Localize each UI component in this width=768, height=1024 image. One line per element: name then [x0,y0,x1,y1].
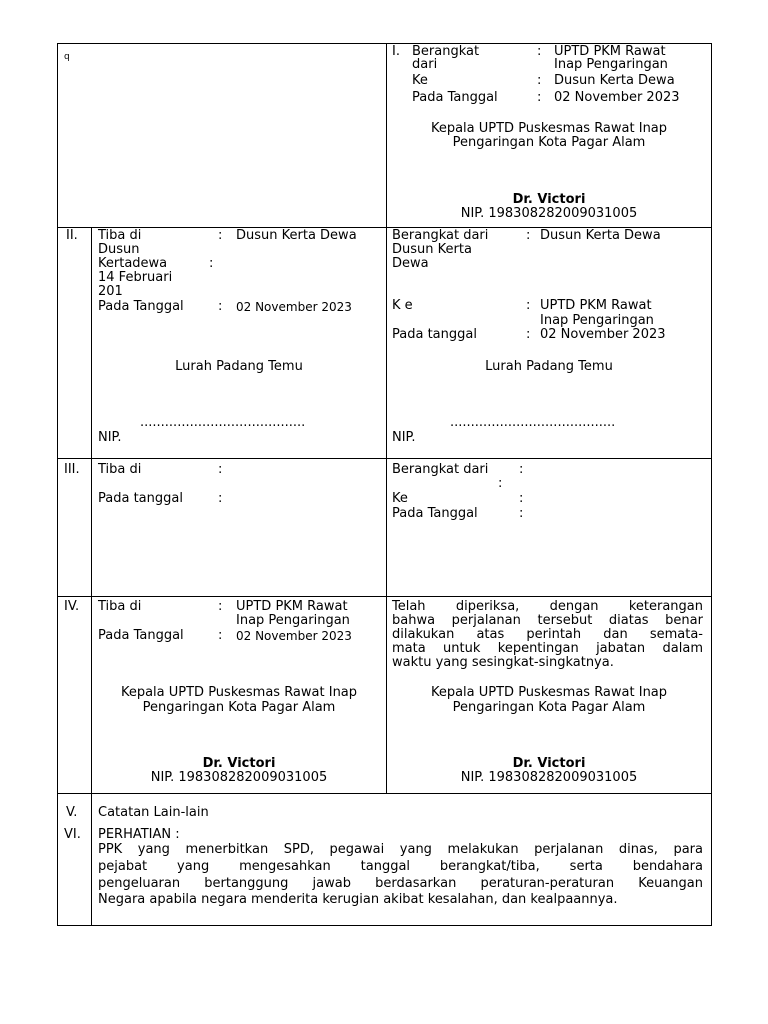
signatory-title: Lurah Padang Temu [485,359,613,374]
destination-colon: : [519,491,524,506]
arrival-extra-line: 14 Februari [98,270,173,285]
departure-extra-line: Dewa [392,256,429,271]
date-label: Pada Tanggal [392,506,478,521]
arrival-label: Tiba di [98,228,142,243]
signatory-nip: NIP. 198308282009031005 [460,770,638,785]
corner-mark: q [64,52,70,62]
arrival-colon: : [218,228,223,243]
section-number: II. [66,228,78,243]
date-colon: : [218,628,223,643]
section-number: I. [392,44,400,59]
attention-text-line: PPK yang menerbitkan SPD, pegawai yang melakukan perjalanan dinas, para [98,842,703,857]
arrival-colon: : [218,462,223,477]
departure-extra-colon: : [498,476,503,491]
attention-text-line: pejabat yang mengesahkan tanggal berangkat/tiba, serta bendahara [98,859,703,874]
departure-value: UPTD PKM Rawat [554,44,666,59]
row-divider-4 [57,793,712,794]
section-number: III. [64,462,80,477]
arrival-label: Tiba di [98,462,142,477]
departure-colon: : [519,462,524,477]
date-colon: : [519,506,524,521]
attention-title: PERHATIAN : [98,827,180,842]
signatory-title: Lurah Padang Temu [175,359,303,374]
arrival-label: Tiba di [98,599,142,614]
verification-statement-line: dilakukan atas perintah dan semata- [392,627,703,642]
destination-colon: : [526,298,531,313]
destination-value: UPTD PKM Rawat [540,298,652,313]
arrival-extra-line: 201 [98,284,123,299]
date-label: Pada tanggal [392,327,477,342]
destination-label: K e [392,298,413,313]
arrival-value: Dusun Kerta Dewa [236,228,357,243]
section-number: IV. [64,599,80,614]
signature-line: ........................................ [450,415,616,430]
number-column-divider [91,227,92,926]
departure-colon: : [537,44,542,59]
attention-text-line: Negara apabila negara menderita kerugian akibat kesalahan, dan kealpaannya. [98,892,618,907]
middle-column-divider [386,43,387,794]
date-label: Pada Tanggal [98,299,184,314]
section-number: VI. [64,827,81,842]
signatory-title-cont: Pengaringan Kota Pagar Alam [452,135,646,150]
departure-label-cont: dari [412,57,438,72]
arrival-extra-line: Dusun [98,242,140,257]
date-value: 02 November 2023 [554,90,680,105]
row-divider-2 [57,458,712,459]
notes-label: Catatan Lain-lain [98,805,209,820]
departure-extra-line: Dusun Kerta [392,242,472,257]
verification-statement-line: waktu yang sesingkat-singkatnya. [392,655,614,670]
signatory-name: Dr. Victori [512,192,586,207]
date-label: Pada Tanggal [412,90,498,105]
row-divider-3 [57,596,712,597]
table-border-bottom [57,925,712,926]
departure-label: Berangkat dari [392,228,489,243]
date-value: 02 November 2023 [236,629,352,643]
date-colon: : [218,299,223,314]
date-label: Pada tanggal [98,491,183,506]
nip-label: NIP. [98,430,122,445]
destination-value: Dusun Kerta Dewa [554,73,675,88]
signature-line: ........................................ [140,415,306,430]
date-value: 02 November 2023 [236,300,352,314]
verification-statement-line: Telah diperiksa, dengan keterangan [392,599,703,614]
section-number: V. [66,805,78,820]
arrival-colon: : [218,599,223,614]
arrival-value: UPTD PKM Rawat [236,599,348,614]
destination-colon: : [537,73,542,88]
signatory-name: Dr. Victori [202,756,276,771]
signatory-title: Kepala UPTD Puskesmas Rawat Inap [430,121,668,136]
arrival-extra-colon: : [209,256,214,271]
signatory-title: Kepala UPTD Puskesmas Rawat Inap [430,685,668,700]
date-colon: : [537,90,542,105]
date-colon: : [526,327,531,342]
departure-label: Berangkat dari [392,462,489,477]
signatory-nip: NIP. 198308282009031005 [150,770,328,785]
verification-statement-line: bahwa perjalanan tersebut diatas benar [392,613,703,628]
departure-colon: : [526,228,531,243]
signatory-title-cont: Pengaringan Kota Pagar Alam [452,700,646,715]
destination-label: Ke [392,491,408,506]
date-colon: : [218,491,223,506]
destination-value-cont: Inap Pengaringan [540,313,654,328]
signatory-nip: NIP. 198308282009031005 [460,206,638,221]
departure-value-cont: Inap Pengaringan [554,57,668,72]
signatory-title: Kepala UPTD Puskesmas Rawat Inap [120,685,358,700]
departure-label: Berangkat [412,44,480,59]
destination-label: Ke [412,73,428,88]
departure-value: Dusun Kerta Dewa [540,228,661,243]
signatory-name: Dr. Victori [512,756,586,771]
arrival-extra-line: Kertadewa [98,256,168,271]
arrival-value-cont: Inap Pengaringan [236,613,350,628]
signatory-title-cont: Pengaringan Kota Pagar Alam [142,700,336,715]
attention-text-line: pengeluaran bertanggung jawab berdasarkan peraturan-peraturan Keuangan [98,876,703,891]
nip-label: NIP. [392,430,416,445]
date-label: Pada Tanggal [98,628,184,643]
date-value: 02 November 2023 [540,327,666,342]
verification-statement-line: mata untuk kepentingan jabatan dalam [392,641,703,656]
